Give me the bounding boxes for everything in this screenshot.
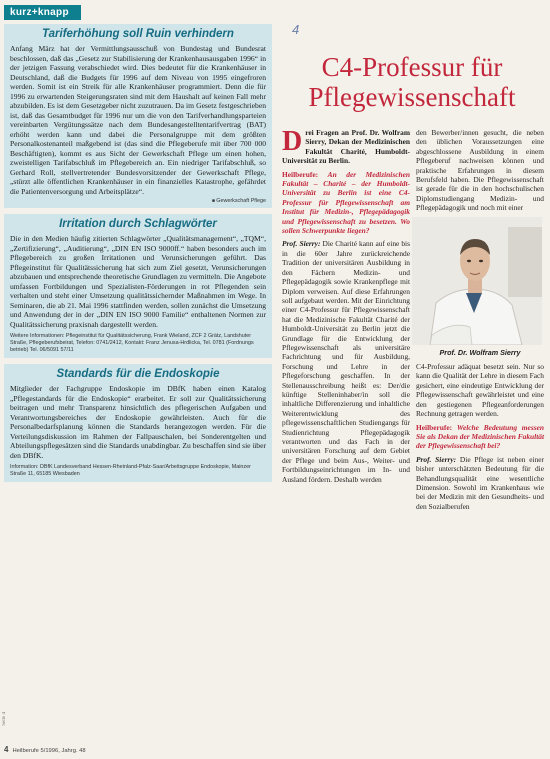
feature-columns [278,128,546,754]
question-2: Heilberufe: Welche Bedeutung messen Sie als Dekan der Medizinischen Fakultät der Pflegewissenschaft bei? [416,422,544,451]
feature-title: C4-Professur für Pflegewissenschaft [308,52,516,112]
column-2-middle: C4-Professur adäquat besetzt sein. Nur so kann die Qualität der Lehre in diesem Fach gesichert, eine eindeutige Entwicklung der Pflegewissenschaft gewährleistet und eine den gestiegenen Pflegeanforderungen Rechnung getragen werden. [416,362,544,419]
feature-column-1 [282,128,410,754]
article-headline: Irritation durch Schlagwörter [59,218,217,230]
side-mark: Seite 4 [2,712,7,726]
answer-2: Prof. Sierry: Die Pflege ist neben einer bisher unterschätzten Bedeutung für die Behandlungsqualität eine wesentliche Dimension. Sowohl im Krankenhaus wie bei der Medizin mit den Gesundheits- und den Sozialberufen [416,454,545,511]
article-headline: Standards für die Endoskopie [56,368,220,380]
column-2-intro: den Bewerber/innen gesucht, die neben den üblichen Voraussetzungen eine abgeschlossene Ausbildung in einem Pflegeberuf nachweisen können und praktische Erfahrungen in diesem Berufsfeld haben. Die Pflegewissenschaft ist gerade für die in den hochschulischen Diplomstudiengang Medizin- und Pflegepädagogik und noch mit einer [416,128,544,213]
article-fine-print: Information: DBfK Landesverband Hessen-Rheinland-Pfalz-Saar/Arbeitsgruppe Endoskopie, Mainzer Straße 11, 65185 Wiesbaden [10,464,251,477]
news-article-tariff [4,24,272,208]
footer-text: Heilberufe 5/1996, Jahrg. 48 [12,748,86,754]
feature-article [278,22,546,754]
portrait-illustration [412,217,542,345]
feature-column-2 [416,128,544,754]
drop-cap: D [282,126,303,157]
article-body: Anfang März hat der Vermittlungsausschuß von Bundestag und Bundesrat beschlossen, daß das „Gesetz zur Stabilisierung der Krankenhausausgaben 1996“ in der jetzigen Fassung verabschiedet wird. Dies bedeutet für die Krankenhäuser in Deutschland, daß die Budgets für 1996 auf dem Niveau von 1995 eingefroren werden. Somit ist ein Streik für alle Krankenhäuser programmiert. Denn die für 1996 zu erwartenden Steigerungsraten sind mit dem Haushalt auf keinen Fall mehr abzubilden. Es ist dem Gesetzgeber nicht zuzutrauen. Da im Gesetz festgeschrieben ist, daß das Gesamtbudget für 1996 nur um die von den Tarifverhandlungsparteien vereinbarten Vergütungssätze nach dem Bundesangestelltentarifvertrag (BAT) erhöht werden kann und dabei die Personalgruppe mit dem größten Personalkostenanteil maßgebend ist (das sind die Pflegeberufe mit über 700 000 Beschäftigten), kommt es aus Sicht der Gewerkschaft Pflege um einen hohen, zweistelligen Tarifabschluß im Pflegebereich an. Ein niedriger Tarifabschluß, so Gerhard Roll, stellvertretender Bundesvorsitzender der Gewerkschaft Pflege, „stürzt alle öffentlichen Krankenhäuser in ein finanzielles Katastrophe, gefährdet die Patientenversorgung und Arbeitsplätze“. [10,44,266,196]
article-fine-print: Weitere Informationen: Pflegeinstitut für Qualitätssicherung, Frank Wieland, ZCF 2 Grätz, Landshuter Straße, Pflegeberufsbeirat, Telefon: 0741/2412, Kontakt: Franz Jenusa-Hrdlicka, Tel. 0781 (Fordnungs betrieb) Tel. 06/5091 57/11 [10,333,254,353]
question-1: Heilberufe: An der Medizinischen Fakultät – Charité – der Humboldt-Universität zu Berlin ist eine C4-Professur für Pflegewissenschaft am Institut für Medizin-, Pflegepädagogik und Pflegewissenschaft zu besetzen. Wo sollen Schwerpunkte liegen? [282,169,410,236]
margin-mark: 4 [292,22,300,37]
news-column [4,2,272,754]
answer-1: Prof. Sierry: Die Charité kann auf eine bis in die 60er Jahre zurückreichende Tradition der universitären Ausbildung in den Fächern Medizin- und Pflegepädagogik sowie Krankenpflege mit Diplom verweisen. Auf diese Erfahrungen soll aufgebaut werden. Mit der Einrichtung einer C4-Professur für Pflegewissenschaft hat die Medizinische Fakultät Charité der Humboldt-Universität zu Berlin jetzt die Grundlage für die Entwicklung der Pflegewissenschaft als universitäre Fachrichtung und für Ausbildung, Forschung und Lehre in der Pflegeforschung geschaffen. In der Stellenausschreibung heißt es: Der/die künftige Stelleninhaber/in soll die inhaltliche Differenzierung und inhaltliche Weiterentwicklung des pflegewissenschaftlichen Studiengangs für Studienrichtung Pflegepädagogik verantworten und das Fach in der universitären Forschung auf dem Gebiet der Pflege und beim Aus-, Weiter- und Fortbildungseinrichtungen im In- und Ausland fördern. Deshalb werden [282,239,410,484]
article-headline: Tariferhöhung soll Ruin verhindern [42,28,234,40]
page-number: 4 [4,745,9,754]
article-source: ■ Gewerkschaft Pflege [10,198,266,204]
feature-lead: Drei Fragen an Prof. Dr. Wolfram Sierry, Dekan der Medizinischen Fakultät Charité, Humboldt-Universität zu Berlin. [282,126,410,166]
page-footer [4,745,86,754]
article-body: Mitglieder der Fachgruppe Endoskopie im DBfK haben einen Katalog „Pflegestandards für die Endoskopie“ erarbeitet. Er soll zur Qualitätssicherung beitragen und mehr Transparenz hinsichtlich des pflegerischen Aufgaben und Verantwortungsbereiches der Endoskopie gewährleisten. Auch für die Personalbedarfsplanung können die Standards herangezogen werden. Für die Verteilungsdiskussion im Rahmen der Fallpauschalen, bei Sonderentgelten und Abteilungspflegesätzen sind die Standards unabdingbar. Zu beschaffen sind sie über den DBfK. [10,384,266,460]
rubric-label: kurz+knapp [4,5,81,20]
news-article-irritation [4,214,272,358]
portrait-photo [412,217,542,345]
photo-caption: Prof. Dr. Wolfram Sierry [439,347,521,357]
news-article-endoscopy [4,364,272,482]
article-body: Die in den Medien häufig zitierten Schlagwörter „Qualitätsmanagement“, „TQM“, „Zertifizierung“, „Auditierung“, „DIN EN ISO 9000ff.“ haben besonders auch im Pflegebereich zu großen Irritationen und Verunsicherungen geführt. Das Pflegeinstitut für Qualitätssicherung hat sich zum Ziel gesetzt, Verunsicherungen abzubauen und entsprechende theoretische Grundlagen zu vermitteln. Die Angebote umfassen Fortbildungen und Spezialisten-Förderungen in rot Pflegenden sein verhalten und steht einer Umsetzung qualitätssichernder Maßnahmen im Wege. In Seminaren, die ab 21. Mai 1996 stattfinden werden, sollen zunächst die Umsetzung und Anwendung der in der „DIN EN ISO 9000 Familie“ enthaltenen Normen zur Qualitätssicherung praxisnah dargestellt werden. [10,234,266,329]
